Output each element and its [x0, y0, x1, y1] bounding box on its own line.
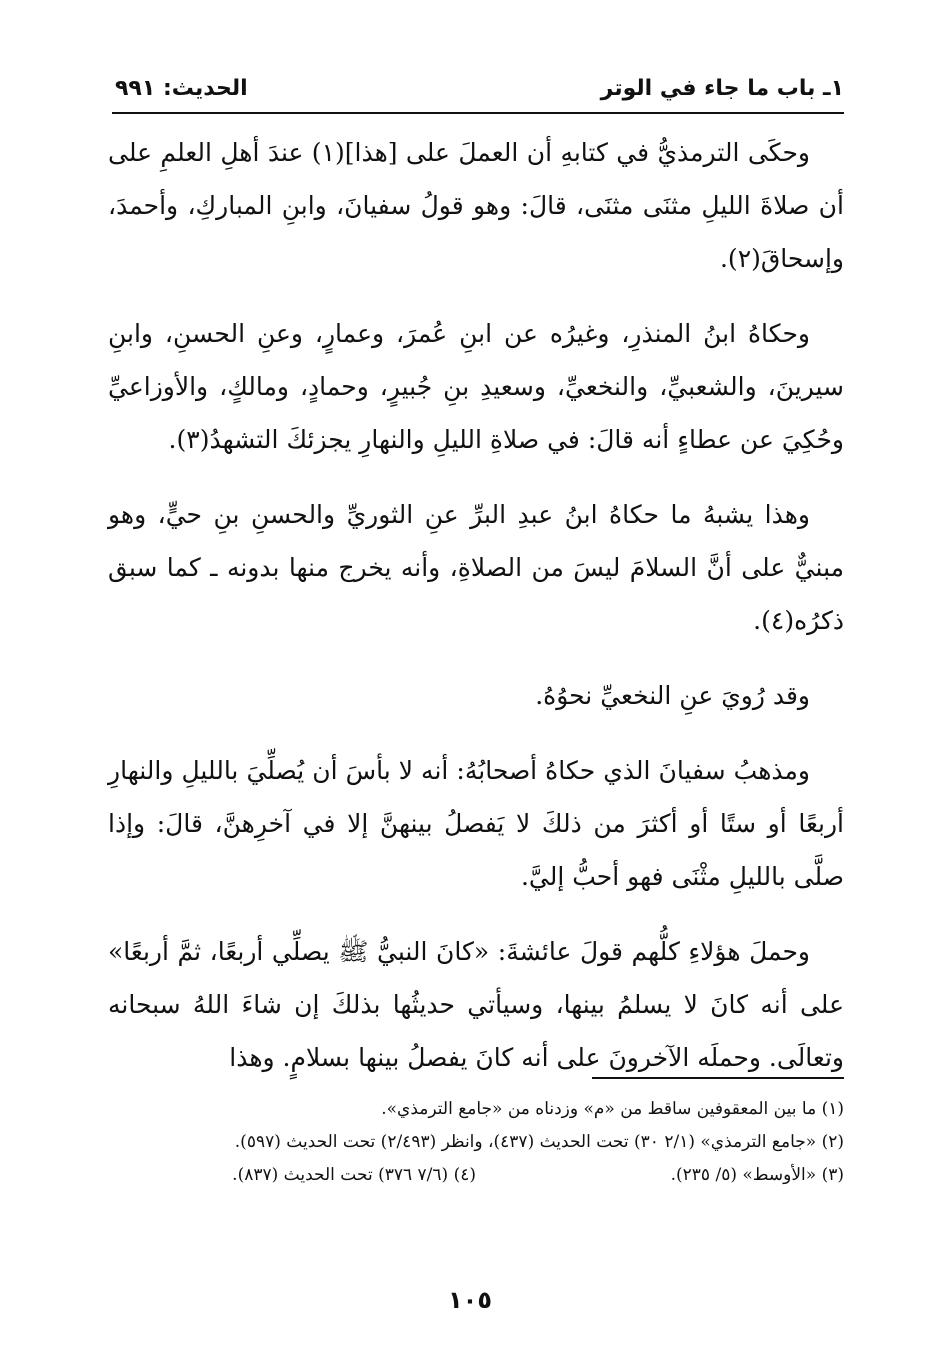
- header-divider: [112, 112, 844, 114]
- footnote-divider: [592, 1077, 844, 1079]
- footnotes: [108, 1093, 844, 1192]
- chapter-title: ١ـ باب ما جاء في الوتر: [600, 76, 844, 101]
- footnote-1: (١) ما بين المعقوفين ساقط من «م» وزدناه من «جامع الترمذي».: [381, 1099, 844, 1119]
- paragraph: وحملَ هؤلاءِ كلُّهم قولَ عائشةَ: «كانَ النبيُّ ﷺ يصلِّي أربعًا، ثمَّ أربعًا» على أنه كانَ لا يسلمُ بينها، وسيأتي حديثُها بذلكَ إن شاءَ اللهُ سبحانه وتعالَى. وحملَه الآخرونَ على أنه كانَ يفصلُ بينها بسلامٍ. وهذا: [108, 937, 844, 1072]
- paragraph: وقد رُويَ عنِ النخعيِّ نحوُهُ.: [535, 681, 810, 710]
- main-text: [108, 126, 844, 1106]
- footnote-4: (٤) (٧/٦ ٣٧٦) تحت الحديث (٨٣٧).: [232, 1165, 476, 1185]
- hadith-number-label: الحديث: ٩٩١: [115, 76, 248, 101]
- paragraph: وهذا يشبهُ ما حكاهُ ابنُ عبدِ البرِّ عنِ الثوريِّ والحسنِ بنِ حيٍّ، وهو مبنيٌّ على أنَّ السلامَ ليسَ من الصلاةِ، وأنه يخرج منها بدونه ـ كما سبق ذكرُه(٤).: [108, 500, 844, 635]
- footnote-row: [108, 1159, 844, 1192]
- paragraph: وحكاهُ ابنُ المنذرِ، وغيرُه عن ابنِ عُمرَ، وعمارٍ، وعنِ الحسنِ، وابنِ سيرينَ، والشعبيِّ، والنخعيِّ، وسعيدِ بنِ جُبيرٍ، وحمادٍ، ومالكٍ، والأوزاعيِّ وحُكِيَ عن عطاءٍ أنه قالَ: في صلاةِ الليلِ والنهارِ يجزئكَ التشهدُ(٣).: [108, 319, 844, 454]
- paragraph: وحكَى الترمذيُّ في كتابهِ أن العملَ على [هذا](١) عندَ أهلِ العلمِ على أن صلاةَ الليلِ مثنَى مثنَى، قالَ: وهو قولُ سفيانَ، وابنِ المباركِ، وأحمدَ، وإسحاقَ(٢).: [108, 138, 844, 273]
- paragraph: ومذهبُ سفيانَ الذي حكاهُ أصحابُهُ: أنه لا بأسَ أن يُصلِّيَ بالليلِ والنهارِ أربعًا أو ستًا أو أكثرَ من ذلكَ لا يَفصلُ بينهنَّ إلا في آخرِهنَّ، قالَ: وإذا صلَّى بالليلِ مثْنَى فهو أحبُّ إليَّ.: [108, 756, 844, 891]
- footnote-3: (٣) «الأوسط» (٥/ ٢٣٥).: [670, 1165, 844, 1185]
- page-number: ١٠٥: [448, 1286, 492, 1314]
- running-header: [115, 72, 844, 108]
- footnote-2: (٢) «جامع الترمذي» (٢/١ ٣٠) تحت الحديث (٤٣٧)، وانظر (٢/٤٩٣) تحت الحديث (٥٩٧).: [234, 1132, 844, 1152]
